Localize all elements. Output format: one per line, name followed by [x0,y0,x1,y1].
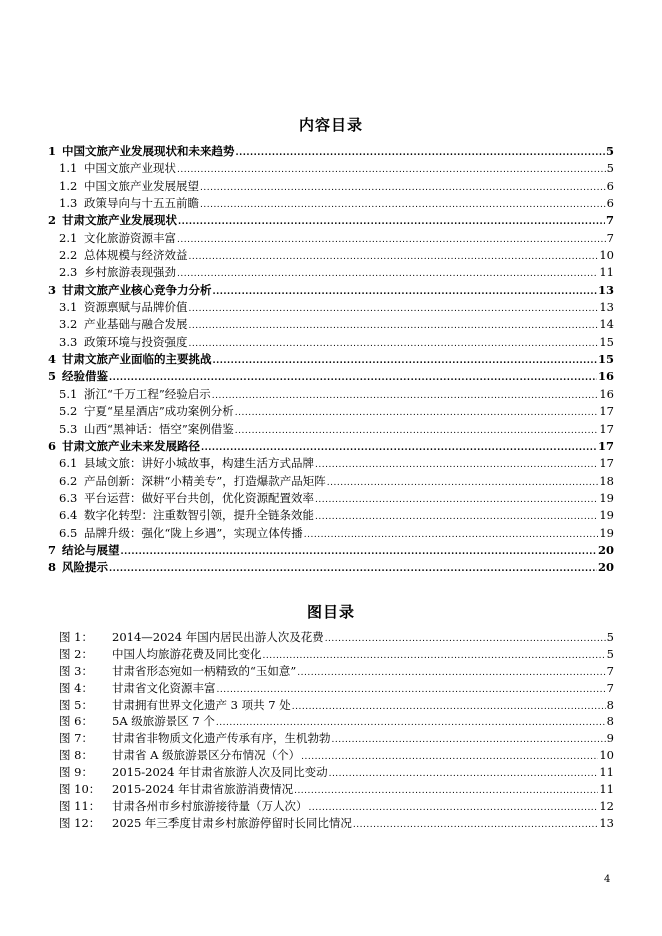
dot-leader [189,340,599,349]
entry-number: 6.4 [59,508,78,523]
entry-title: 5A 级旅游景区 7 个 [112,714,215,729]
entry-page-number: 17 [599,456,614,471]
entry-page-number: 11 [599,782,614,797]
entry-number: 图 12： [59,815,101,830]
dot-leader [292,703,606,712]
dot-leader [294,787,598,796]
entry-number: 5.2 [59,404,78,419]
entry-number: 3.2 [59,317,78,332]
toc-title: 内容目录 [298,116,363,134]
entry-title: 甘肃文旅产业面临的主要挑战 [62,352,212,367]
entry-title: 2014—2024 年国内居民出游人次及花费 [112,630,324,644]
entry-title: 产业基础与融合发展 [84,317,188,332]
entry-page-number: 19 [599,490,614,505]
entry-number: 图 6： [59,714,93,729]
entry-number: 图 2： [59,646,93,661]
entry-number: 2.1 [59,230,78,245]
entry-page-number: 7 [606,230,614,245]
entry-title: 浙江“千万工程”经验启示 [84,386,211,401]
dot-leader [309,804,599,813]
dot-leader [329,770,599,779]
entry-title: 宁夏“星星酒店”成功案例分析 [84,404,234,419]
entry-page-number: 10 [599,248,614,263]
entry-title: 资源禀赋与品牌价值 [84,300,188,315]
dot-leader [315,461,598,470]
entry-page-number: 20 [597,560,614,575]
figure-entry[interactable] [48,815,614,835]
dot-leader [236,149,605,158]
entry-title: 甘肃各州市乡村旅游接待量（万人次） [112,798,308,813]
entry-title: 甘肃省非物质文化遗产传承有序，生机勃勃 [112,731,331,746]
entry-title: 中国文旅产业发展现状和未来趋势 [62,144,235,158]
entry-page-number: 17 [599,404,614,419]
dot-leader [315,496,598,505]
dot-leader [263,652,606,661]
dot-leader [200,201,606,210]
entry-number: 2.2 [59,248,78,263]
entry-title: 结论与展望 [62,542,120,557]
entry-number: 1.2 [59,178,78,193]
toc-section-entry[interactable] [48,510,614,527]
dot-leader [178,218,605,227]
dot-leader [177,236,606,245]
entry-number: 图 4： [59,680,93,695]
entry-page-number: 7 [606,680,614,695]
dot-leader [332,736,606,745]
dot-leader [212,392,599,401]
entry-page-number: 19 [599,525,614,540]
entry-number: 图 5： [59,697,93,712]
dot-leader [200,184,606,193]
toc-chapter-entry[interactable] [48,562,614,579]
dot-leader [213,288,597,297]
entry-title: 文化旅游资源丰富 [84,230,176,245]
entry-number: 4 [48,352,57,367]
entry-page-number: 7 [606,663,614,678]
entry-page-number: 5 [605,144,614,158]
entry-page-number: 8 [606,697,614,712]
entry-page-number: 7 [605,213,614,228]
entry-page-number: 11 [599,265,614,280]
entry-number: 8 [48,560,57,575]
dot-leader [297,669,605,678]
toc-chapter-entry[interactable] [48,354,614,371]
entry-number: 图 11： [59,798,101,813]
entry-page-number: 12 [599,798,614,813]
entry-number: 6.3 [59,490,78,505]
dot-leader [177,270,598,279]
toc-section-entry[interactable] [48,406,614,423]
dot-leader [189,253,599,262]
dot-leader [315,513,598,522]
dot-leader [353,821,598,830]
entry-number: 1 [48,144,57,158]
entry-title: 甘肃文旅产业核心竞争力分析 [62,282,212,297]
dot-leader [189,305,599,314]
entry-number: 6.5 [59,525,78,540]
entry-number: 图 9： [59,765,93,780]
entry-number: 6.2 [59,473,78,488]
entry-page-number: 11 [599,765,614,780]
entry-title: 2025 年三季度甘肃乡村旅游停留时长同比情况 [112,815,352,830]
entry-number: 3 [48,282,57,297]
entry-title: 甘肃文旅产业未来发展路径 [62,438,200,453]
entry-number: 6 [48,438,57,453]
entry-page-number: 5 [606,630,614,644]
entry-title: 产品创新：深耕“小精美专”，打造爆款产品矩阵 [84,473,326,488]
entry-page-number: 13 [599,300,614,315]
dot-leader [301,753,598,762]
entry-page-number: 19 [599,508,614,523]
entry-title: 经验借鉴 [62,369,108,384]
entry-page-number: 17 [599,421,614,436]
entry-title: 中国文旅产业现状 [84,161,176,176]
entry-title: 品牌升级：强化“陇上乡遇”，实现立体传播 [84,525,303,540]
entry-number: 5.3 [59,421,78,436]
dot-leader [189,322,599,331]
entry-page-number: 6 [606,196,614,211]
entry-page-number: 5 [606,646,614,661]
dot-leader [325,635,606,644]
entry-title: 中国文旅产业发展展望 [84,178,199,193]
entry-number: 图 3： [59,663,93,678]
entry-title: 2015-2024 年甘肃省旅游人次及同比变动 [112,765,328,780]
entry-number: 5.1 [59,386,78,401]
entry-title: 甘肃省文化资源丰富 [112,680,216,695]
entry-number: 6.1 [59,456,78,471]
entry-number: 1.1 [59,161,78,176]
dot-leader [109,565,597,574]
dot-leader [109,374,597,383]
entry-page-number: 15 [597,352,614,367]
entry-page-number: 17 [597,438,614,453]
entry-title: 甘肃省形态宛如一柄精致的“玉如意” [112,663,297,678]
entry-number: 3.1 [59,300,78,315]
entry-title: 中国人均旅游花费及同比变化 [112,646,262,661]
entry-page-number: 20 [597,542,614,557]
entry-number: 图 7： [59,731,93,746]
dot-leader [216,719,606,728]
dot-leader [304,531,599,540]
entry-page-number: 13 [599,815,614,830]
dot-leader [217,686,606,695]
entry-title: 县域文旅：讲好小城故事，构建生活方式品牌 [84,456,314,471]
entry-number: 3.3 [59,334,78,349]
entry-page-number: 14 [599,317,614,332]
entry-number: 1.3 [59,196,78,211]
entry-page-number: 15 [599,334,614,349]
toc-list [48,146,614,580]
page-number: 4 [604,874,611,885]
entry-page-number: 13 [597,282,614,297]
entry-title: 风险提示 [62,560,108,575]
entry-title: 乡村旅游表现强劲 [84,265,176,280]
entry-title: 甘肃文旅产业发展现状 [62,213,177,228]
entry-number: 5 [48,369,57,384]
figure-list [48,632,614,835]
entry-page-number: 5 [606,161,614,176]
dot-leader [327,479,599,488]
dot-leader [235,409,599,418]
dot-leader [177,166,606,175]
entry-title: 政策环境与投资强度 [84,334,188,349]
entry-title: 甘肃拥有世界文化遗产 3 项共 7 处 [112,697,291,712]
entry-title: 总体规模与经济效益 [84,248,188,263]
dot-leader [201,444,597,453]
entry-page-number: 18 [599,473,614,488]
toc-section-entry[interactable] [48,525,614,545]
entry-page-number: 16 [597,369,614,384]
entry-number: 2 [48,213,57,228]
dot-leader [121,548,597,557]
entry-number: 图 1： [59,630,93,644]
figure-list-title: 图目录 [306,603,355,621]
entry-page-number: 16 [599,386,614,401]
entry-title: 2015-2024 年甘肃省旅游消费情况 [112,782,294,797]
entry-number: 图 8： [59,748,93,763]
entry-title: 山西“黑神话：悟空”案例借鉴 [84,421,234,436]
entry-page-number: 6 [606,178,614,193]
entry-page-number: 10 [599,748,614,763]
entry-title: 数字化转型：注重数智引领，提升全链条效能 [84,508,314,523]
entry-number: 7 [48,542,57,557]
toc-chapter-entry[interactable] [48,542,614,562]
dot-leader [235,427,599,436]
dot-leader [213,357,597,366]
entry-title: 甘肃省 A 级旅游景区分布情况（个） [112,748,301,763]
entry-page-number: 9 [606,731,614,746]
entry-number: 2.3 [59,265,78,280]
entry-title: 平台运营：做好平台共创，优化资源配置效率 [84,490,314,505]
entry-page-number: 8 [606,714,614,729]
entry-title: 政策导向与十五五前瞻 [84,196,199,211]
entry-number: 图 10： [59,782,101,797]
toc-section-entry[interactable] [48,458,614,475]
